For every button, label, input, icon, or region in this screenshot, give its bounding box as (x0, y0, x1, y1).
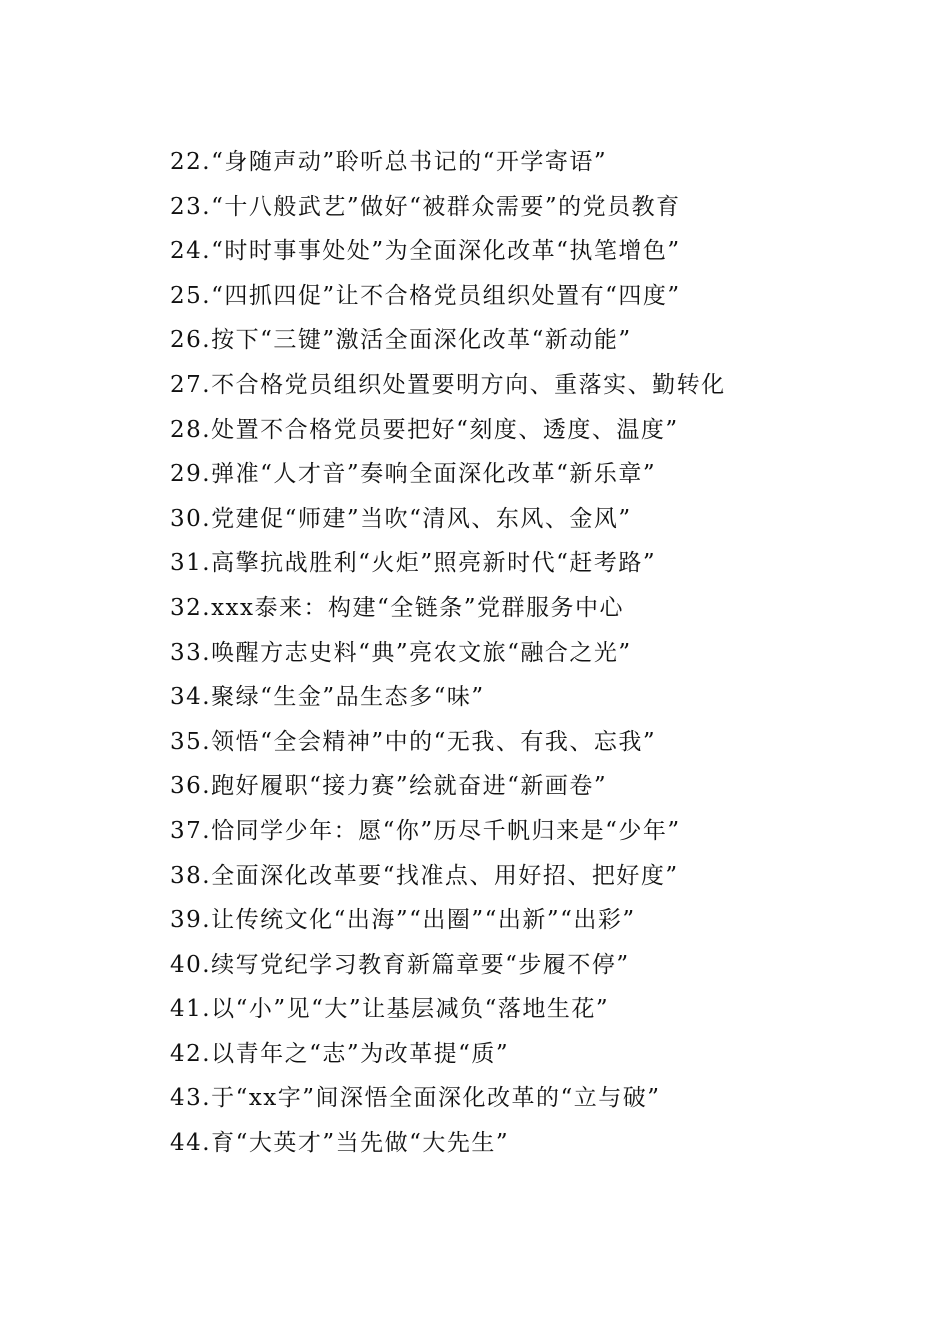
list-item: 40.续写党纪学习教育新篇章要“步履不停” (170, 951, 630, 978)
list-item: 37.恰同学少年：愿“你”历尽千帆归来是“少年” (170, 817, 681, 844)
list-item: 35.领悟“全会精神”中的“无我、有我、忘我” (170, 728, 657, 755)
title-list (170, 140, 870, 1166)
list-item: 32.xxx泰来：构建“全链条”党群服务中心 (170, 594, 625, 621)
list-item: 25.“四抓四促”让不合格党员组织处置有“四度” (170, 282, 681, 309)
list-item: 34.聚绿“生金”品生态多“味” (170, 684, 485, 711)
list-item: 28.处置不合格党员要把好“刻度、透度、温度” (170, 416, 679, 443)
list-item: 42.以青年之“志”为改革提“质” (170, 1040, 510, 1067)
list-item: 31.高擎抗战胜利“火炬”照亮新时代“赶考路” (170, 550, 657, 577)
list-item: 26.按下“三键”激活全面深化改革“新动能” (170, 327, 632, 354)
list-item: 27.不合格党员组织处置要明方向、重落实、勤转化 (170, 371, 726, 398)
list-item: 41.以“小”见“大”让基层减负“落地生花” (170, 996, 610, 1023)
list-item: 29.弹准“人才音”奏响全面深化改革“新乐章” (170, 461, 657, 488)
list-item: 36.跑好履职“接力赛”绘就奋进“新画卷” (170, 773, 608, 800)
list-item: 38.全面深化改革要“找准点、用好招、把好度” (170, 862, 679, 889)
list-item: 30.党建促“师建”当吹“清风、东风、金风” (170, 505, 632, 532)
list-item: 44.育“大英才”当先做“大先生” (170, 1130, 510, 1157)
list-item: 33.唤醒方志史料“典”亮农文旅“融合之光” (170, 639, 632, 666)
list-item: 24.“时时事事处处”为全面深化改革“执笔增色” (170, 238, 681, 265)
list-item: 39.让传统文化“出海”“出圈”“出新”“出彩” (170, 907, 636, 934)
list-item: 43.于“xx字”间深悟全面深化改革的“立与破” (170, 1085, 661, 1112)
list-item: 23.“十八般武艺”做好“被群众需要”的党员教育 (170, 193, 681, 220)
list-item: 22.“身随声动”聆听总书记的“开学寄语” (170, 149, 608, 175)
